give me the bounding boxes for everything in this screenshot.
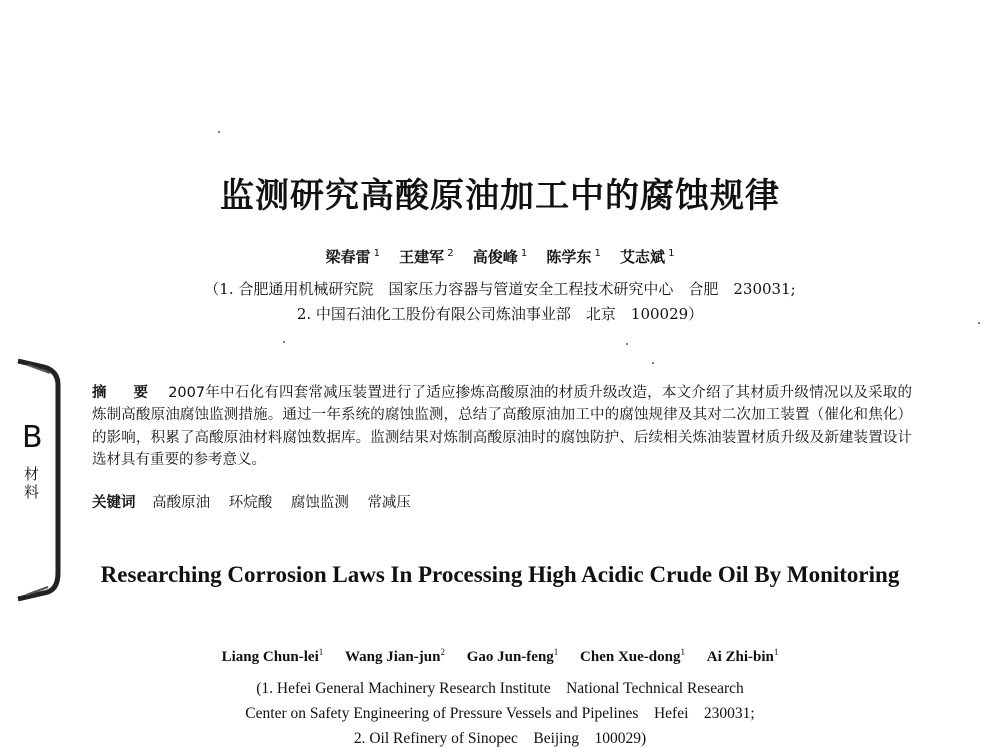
abstract-cn	[92, 382, 912, 471]
affiliation-en: (1. Hefei General Machinery Research Institute National Technical Research	[256, 680, 744, 697]
author-list-en	[0, 647, 1000, 666]
author-en: Ai Zhi-bin$^1$	[706, 647, 779, 665]
author-cn: 陈学东 $^1$	[546, 248, 601, 266]
author-en: Liang Chun-lei$^1$	[221, 647, 324, 665]
section-label: 材料	[24, 465, 40, 501]
scan-speck	[218, 131, 220, 133]
author-en: Chen Xue-dong$^1$	[580, 647, 685, 665]
author-cn: 梁春雷 $^1$	[325, 248, 380, 266]
keywords-label: 关键词	[92, 495, 136, 511]
paper-title-en: Researching Corrosion Laws In Processing High Acidic Crude Oil By Monitoring	[100, 562, 900, 587]
keyword: 腐蚀监测	[290, 495, 349, 511]
abstract-label: 摘 要	[92, 385, 155, 401]
affiliation-en: Center on Safety Engineering of Pressure Vessels and Pipelines Hefei 230031;	[245, 705, 755, 722]
author-cn: 艾志斌 $^1$	[620, 248, 675, 266]
author-list-cn	[0, 246, 1000, 267]
keyword: 环烷酸	[228, 495, 273, 511]
affiliation-cn: （1. 合肥通用机械研究院 国家压力容器与管道安全工程技术研究中心 合肥 230031;	[204, 280, 796, 298]
affiliation-en: 2. Oil Refinery of Sinopec Beijing 100029)	[353, 730, 647, 747]
scan-speck	[652, 362, 654, 364]
author-cn: 高俊峰 $^1$	[472, 248, 528, 266]
scan-speck	[283, 341, 285, 343]
paper-title-cn: 监测研究高酸原油加工中的腐蚀规律	[220, 176, 780, 216]
section-letter: B	[22, 420, 43, 455]
author-en: Gao Jun-feng$^1$	[466, 647, 559, 665]
keyword: 常减压	[367, 495, 411, 511]
keyword: 高酸原油	[152, 495, 211, 511]
keywords-cn	[92, 491, 425, 512]
author-cn: 王建军 $^2$	[399, 248, 454, 266]
scan-speck	[626, 343, 628, 345]
abstract-text: 2007年中石化有四套常减压装置进行了适应掺炼高酸原油的材质升级改造，本文介绍了其材质升级情况以及采取的炼制高酸原油腐蚀监测措施。通过一年系统的腐蚀监测，总结了高酸原油加工中的腐蚀规律及其对二次加工装置（催化和焦化）的影响，积累了高酸原油材料腐蚀数据库。监测结果对炼制高酸原油时的腐蚀防护、后续相关炼油装置材质升级及新建装置设计选材具有重要的参考意义。	[92, 385, 912, 468]
author-en: Wang Jian-jun$^2$	[345, 647, 445, 665]
affiliation-cn: 2. 中国石油化工股份有限公司炼油事业部 北京 100029）	[296, 305, 704, 323]
